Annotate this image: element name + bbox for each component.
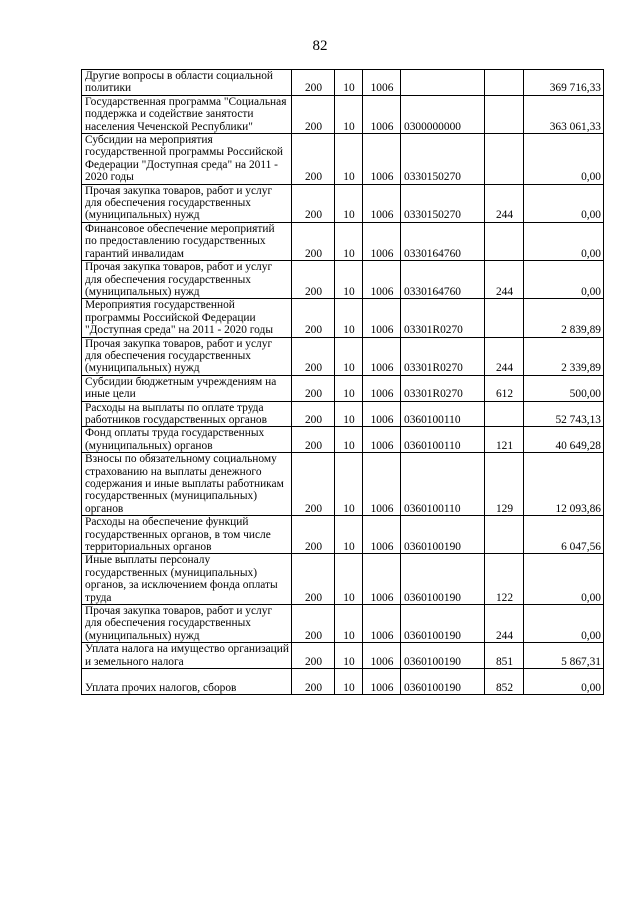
page-number: 82 [312, 38, 328, 54]
target-article-code: 0360100190 [401, 554, 485, 605]
amount: 12 093,86 [524, 453, 604, 516]
admin-code: 200 [292, 669, 335, 695]
section-code: 10 [335, 427, 363, 453]
expense-type-code [485, 299, 524, 337]
row-name: Прочая закупка товаров, работ и услуг для обеспечения государственных (муниципальных) нужд [82, 184, 292, 222]
admin-code: 200 [292, 516, 335, 554]
admin-code: 200 [292, 453, 335, 516]
expense-type-code [485, 401, 524, 427]
target-article-code: 0360100190 [401, 669, 485, 695]
expense-type-code: 244 [485, 337, 524, 375]
section-code: 10 [335, 299, 363, 337]
table-row [82, 605, 604, 643]
subsection-code: 1006 [363, 299, 401, 337]
admin-code: 200 [292, 401, 335, 427]
amount: 0,00 [524, 222, 604, 260]
target-article-code: 0360100110 [401, 401, 485, 427]
target-article-code: 0360100110 [401, 453, 485, 516]
subsection-code: 1006 [363, 134, 401, 185]
amount: 2 839,89 [524, 299, 604, 337]
target-article-code: 0360100110 [401, 427, 485, 453]
table-row [82, 222, 604, 260]
target-article-code: 03301R0270 [401, 375, 485, 401]
section-code: 10 [335, 70, 363, 96]
subsection-code: 1006 [363, 427, 401, 453]
table-row [82, 184, 604, 222]
table-row [82, 401, 604, 427]
expense-type-code [485, 516, 524, 554]
expense-type-code: 244 [485, 261, 524, 299]
amount: 2 339,89 [524, 337, 604, 375]
amount: 500,00 [524, 375, 604, 401]
row-name: Иные выплаты персоналу государственных (муниципальных) органов, за исключением фонда оплаты труда [82, 554, 292, 605]
row-name: Другие вопросы в области социальной политики [82, 70, 292, 96]
subsection-code: 1006 [363, 375, 401, 401]
section-code: 10 [335, 453, 363, 516]
section-code: 10 [335, 184, 363, 222]
expense-type-code: 851 [485, 643, 524, 669]
row-name: Фонд оплаты труда государственных (муниципальных) органов [82, 427, 292, 453]
expense-type-code [485, 222, 524, 260]
section-code: 10 [335, 222, 363, 260]
expense-type-code [485, 70, 524, 96]
table-row [82, 516, 604, 554]
table-row [82, 337, 604, 375]
table-row [82, 70, 604, 96]
table-row [82, 643, 604, 669]
subsection-code: 1006 [363, 222, 401, 260]
subsection-code: 1006 [363, 261, 401, 299]
subsection-code: 1006 [363, 554, 401, 605]
admin-code: 200 [292, 184, 335, 222]
table-row [82, 427, 604, 453]
amount: 0,00 [524, 669, 604, 695]
target-article-code: 0330150270 [401, 184, 485, 222]
target-article-code: 0330164760 [401, 222, 485, 260]
target-article-code: 03301R0270 [401, 299, 485, 337]
amount: 0,00 [524, 134, 604, 185]
target-article-code: 0360100190 [401, 643, 485, 669]
amount: 6 047,56 [524, 516, 604, 554]
expense-type-code: 852 [485, 669, 524, 695]
table-row [82, 453, 604, 516]
row-name: Взносы по обязательному социальному страхованию на выплаты денежного содержания и иные выплаты работникам государственных (муниципальных) органов [82, 453, 292, 516]
expense-type-code [485, 95, 524, 133]
section-code: 10 [335, 134, 363, 185]
target-article-code: 0300000000 [401, 95, 485, 133]
expense-type-code: 129 [485, 453, 524, 516]
row-name: Уплата прочих налогов, сборов [82, 669, 292, 695]
subsection-code: 1006 [363, 453, 401, 516]
budget-table [81, 69, 604, 695]
admin-code: 200 [292, 95, 335, 133]
table-row [82, 134, 604, 185]
expense-type-code: 244 [485, 184, 524, 222]
expense-type-code: 244 [485, 605, 524, 643]
target-article-code: 0360100190 [401, 516, 485, 554]
section-code: 10 [335, 643, 363, 669]
target-article-code: 0360100190 [401, 605, 485, 643]
table-row [82, 375, 604, 401]
subsection-code: 1006 [363, 70, 401, 96]
row-name: Мероприятия государственной программы Российской Федерации "Доступная среда" на 2011 - 2020 годы [82, 299, 292, 337]
admin-code: 200 [292, 643, 335, 669]
section-code: 10 [335, 605, 363, 643]
section-code: 10 [335, 669, 363, 695]
amount: 52 743,13 [524, 401, 604, 427]
target-article-code: 0330164760 [401, 261, 485, 299]
amount: 0,00 [524, 261, 604, 299]
section-code: 10 [335, 516, 363, 554]
amount: 5 867,31 [524, 643, 604, 669]
amount: 369 716,33 [524, 70, 604, 96]
section-code: 10 [335, 95, 363, 133]
expense-type-code [485, 134, 524, 185]
admin-code: 200 [292, 134, 335, 185]
subsection-code: 1006 [363, 95, 401, 133]
amount: 0,00 [524, 184, 604, 222]
subsection-code: 1006 [363, 669, 401, 695]
target-article-code: 0330150270 [401, 134, 485, 185]
subsection-code: 1006 [363, 643, 401, 669]
expense-type-code: 612 [485, 375, 524, 401]
amount: 0,00 [524, 605, 604, 643]
row-name: Расходы на выплаты по оплате труда работников государственных органов [82, 401, 292, 427]
admin-code: 200 [292, 375, 335, 401]
expense-type-code: 121 [485, 427, 524, 453]
section-code: 10 [335, 401, 363, 427]
amount: 0,00 [524, 554, 604, 605]
table-row [82, 554, 604, 605]
table-row [82, 261, 604, 299]
row-name: Прочая закупка товаров, работ и услуг для обеспечения государственных (муниципальных) нужд [82, 261, 292, 299]
admin-code: 200 [292, 605, 335, 643]
row-name: Прочая закупка товаров, работ и услуг для обеспечения государственных (муниципальных) нужд [82, 605, 292, 643]
row-name: Финансовое обеспечение мероприятий по предоставлению государственных гарантий инвалидам [82, 222, 292, 260]
amount: 40 649,28 [524, 427, 604, 453]
section-code: 10 [335, 375, 363, 401]
table-row [82, 669, 604, 695]
row-name: Субсидии на мероприятия государственной программы Российской Федерации "Доступная среда" на 2011 - 2020 годы [82, 134, 292, 185]
table-row [82, 299, 604, 337]
admin-code: 200 [292, 70, 335, 96]
row-name: Субсидии бюджетным учреждениям на иные цели [82, 375, 292, 401]
admin-code: 200 [292, 554, 335, 605]
admin-code: 200 [292, 222, 335, 260]
row-name: Прочая закупка товаров, работ и услуг для обеспечения государственных (муниципальных) нужд [82, 337, 292, 375]
admin-code: 200 [292, 299, 335, 337]
admin-code: 200 [292, 427, 335, 453]
target-article-code [401, 70, 485, 96]
budget-table-body [82, 70, 604, 695]
row-name: Расходы на обеспечение функций государственных органов, в том числе территориальных органов [82, 516, 292, 554]
row-name: Государственная программа "Социальная поддержка и содействие занятости населения Чеченской Республики" [82, 95, 292, 133]
table-row [82, 95, 604, 133]
expense-type-code: 122 [485, 554, 524, 605]
admin-code: 200 [292, 261, 335, 299]
subsection-code: 1006 [363, 337, 401, 375]
subsection-code: 1006 [363, 516, 401, 554]
subsection-code: 1006 [363, 605, 401, 643]
section-code: 10 [335, 337, 363, 375]
target-article-code: 03301R0270 [401, 337, 485, 375]
section-code: 10 [335, 554, 363, 605]
admin-code: 200 [292, 337, 335, 375]
amount: 363 061,33 [524, 95, 604, 133]
section-code: 10 [335, 261, 363, 299]
subsection-code: 1006 [363, 401, 401, 427]
row-name: Уплата налога на имущество организаций и земельного налога [82, 643, 292, 669]
subsection-code: 1006 [363, 184, 401, 222]
